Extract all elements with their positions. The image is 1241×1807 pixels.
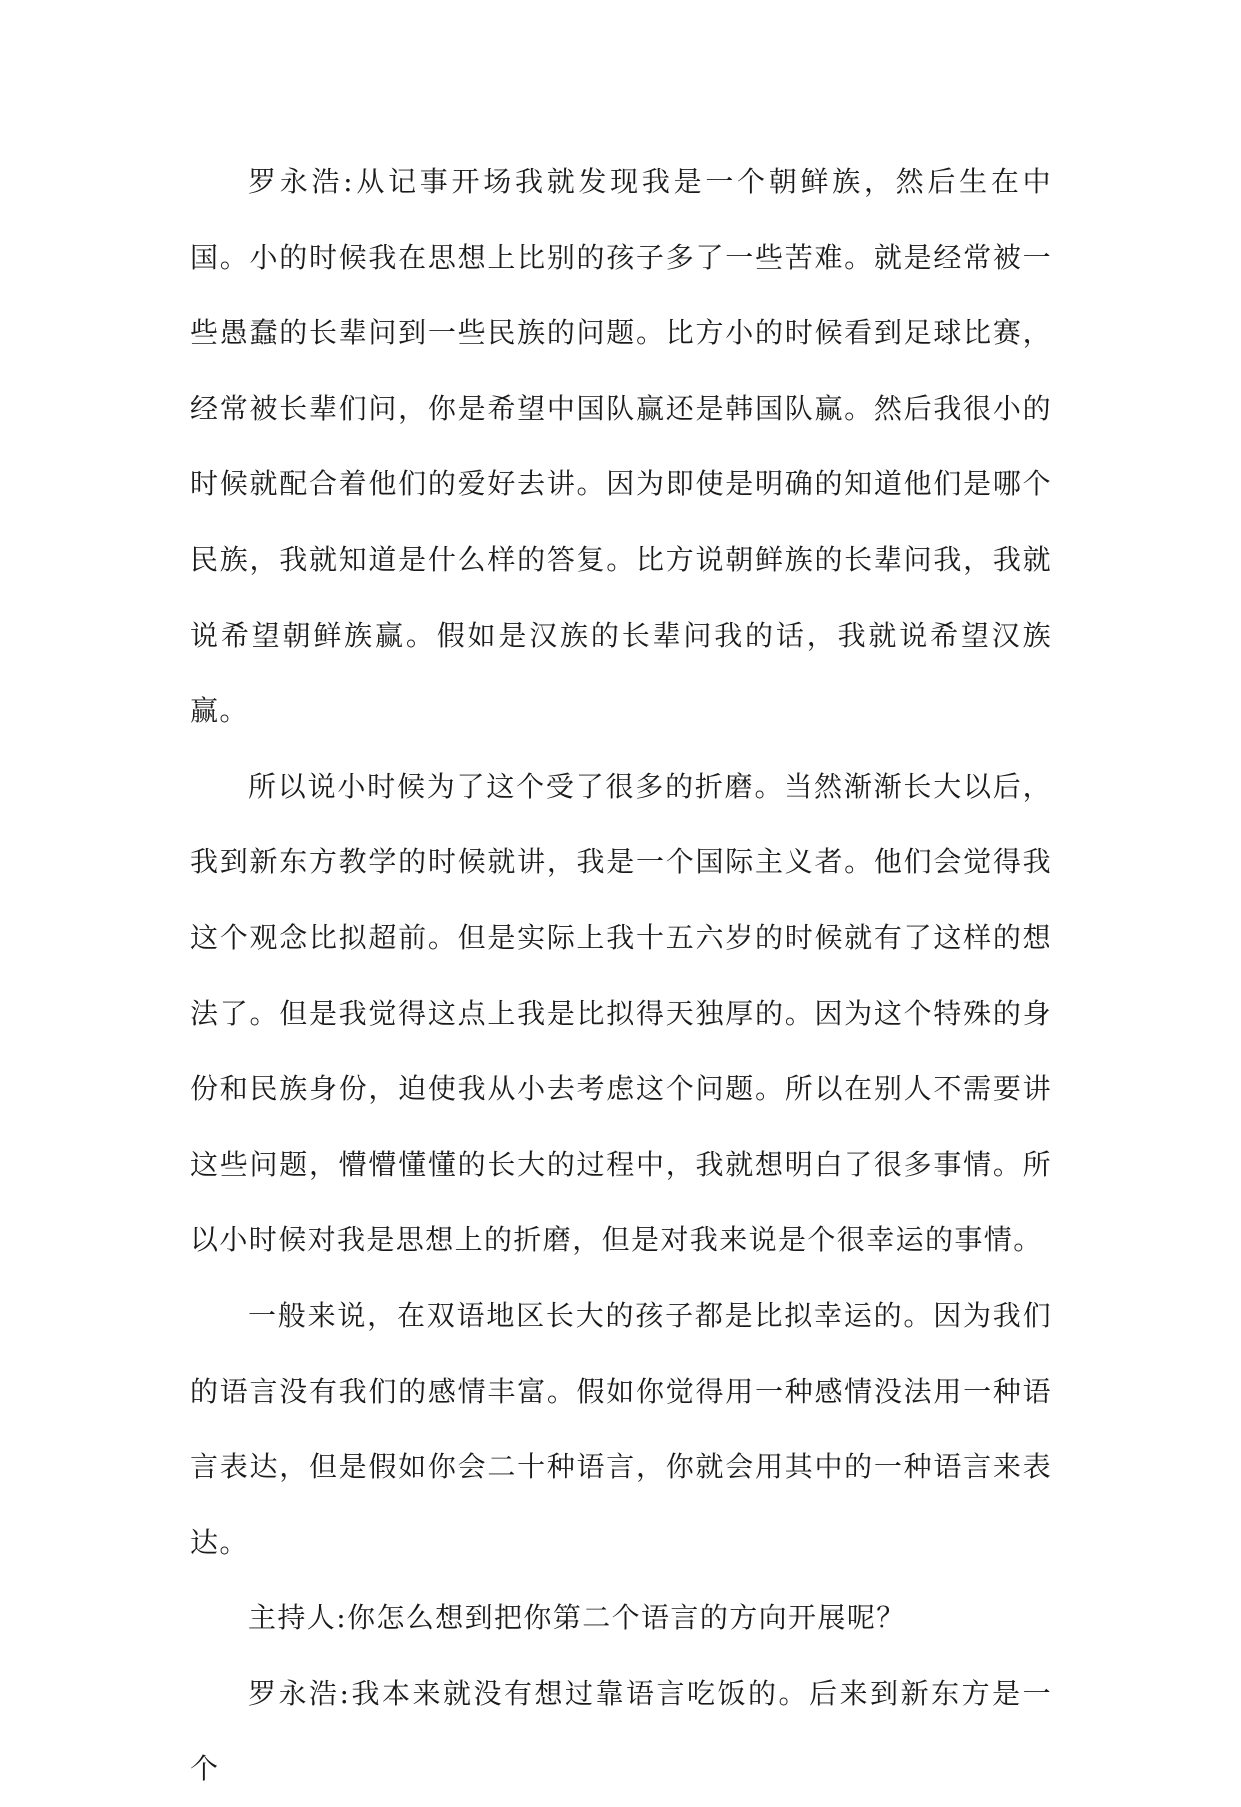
paragraph: 一般来说，在双语地区长大的孩子都是比拟幸运的。因为我们的语言没有我们的感情丰富。假如你觉得用一种感情没法用一种语言表达，但是假如你会二十种语言，你就会用其中的一种语言来表达。 [190, 1298, 1052, 1559]
paragraph: 主持人:你怎么想到把你第二个语言的方向开展呢？ [248, 1601, 906, 1635]
paragraph: 所以说小时候为了这个受了很多的折磨。当然渐渐长大以后，我到新东方教学的时候就讲，我是一个国际主义者。他们会觉得我这个观念比拟超前。但是实际上我十五六岁的时候就有了这样的想法了。但是我觉得这点上我是比拟得天独厚的。因为这个特殊的身份和民族身份，迫使我从小去考虑这个问题。所以在别人不需要讲这些问题，懵懵懂懂的长大的过程中，我就想明白了很多事情。所以小时候对我是思想上的折磨，但是对我来说是个很幸运的事情。 [190, 769, 1052, 1257]
body-text [190, 144, 1052, 1807]
paragraph: 罗永浩:从记事开场我就发现我是一个朝鲜族，然后生在中国。小的时候我在思想上比别的孩子多了一些苦难。就是经常被一些愚蠢的长辈问到一些民族的问题。比方小的时候看到足球比赛，经常被长辈们问，你是希望中国队赢还是韩国队赢。然后我很小的时候就配合着他们的爱好去讲。因为即使是明确的知道他们是哪个民族，我就知道是什么样的答复。比方说朝鲜族的长辈问我，我就说希望朝鲜族赢。假如是汉族的长辈问我的话，我就说希望汉族赢。 [190, 165, 1052, 728]
paragraph: 罗永浩:我本来就没有想过靠语言吃饭的。后来到新东方是一个 [190, 1676, 1052, 1786]
